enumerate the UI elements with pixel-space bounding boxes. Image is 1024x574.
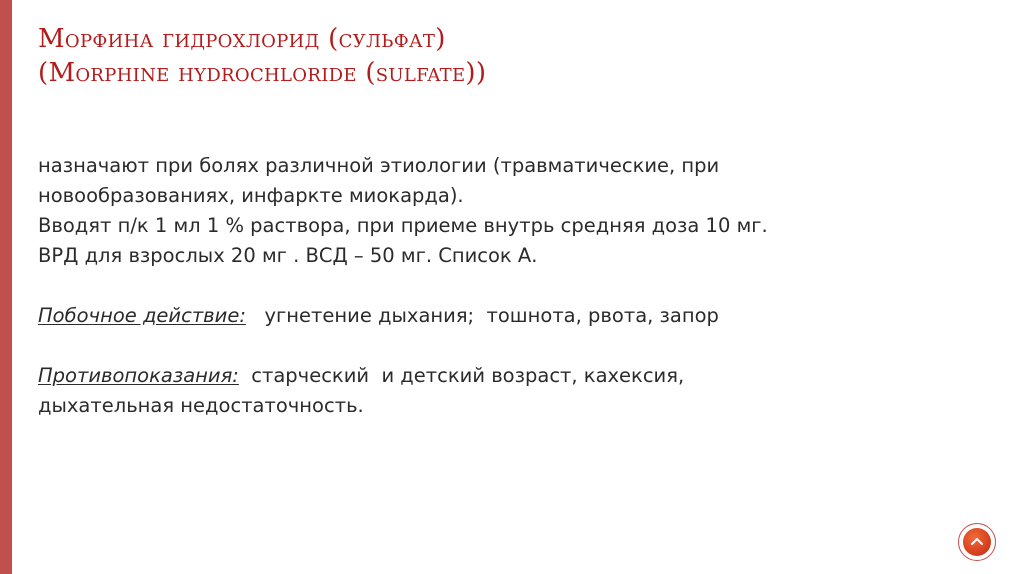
contraindications-text: старческий и детский возраст, кахексия, — [238, 364, 685, 387]
slide-body — [38, 151, 938, 421]
up-arrow-icon — [969, 534, 985, 550]
max-dose-line: ВРД для взрослых 20 мг . ВСД – 50 мг. Список А. — [38, 244, 538, 267]
indication-line-2: новообразованиях, инфаркте миокарда). — [38, 184, 464, 207]
side-effects-label: Побочное действие: — [38, 304, 246, 327]
slide-title — [38, 22, 978, 90]
dosage-line: Вводят п/к 1 мл 1 % раствора, при приеме внутрь средняя доза 10 мг. — [38, 214, 768, 237]
scroll-to-top-button[interactable] — [958, 523, 996, 561]
title-line-latin: (Morphine hydrochloride (sulfate)) — [38, 58, 487, 88]
contraindications-line-2: дыхательная недостаточность. — [38, 394, 364, 417]
side-effects-text: угнетение дыхания; тошнота, рвота, запор — [245, 304, 719, 327]
nav-button-face[interactable] — [963, 528, 991, 556]
spacer — [38, 331, 938, 361]
side-effects-paragraph — [38, 301, 938, 331]
contraindications-label: Противопоказания: — [38, 364, 239, 387]
left-accent-bar — [0, 0, 12, 574]
spacer — [38, 271, 938, 301]
title-line-russian: Морфина гидрохлорид (сульфат) — [38, 24, 446, 54]
indication-line-1: назначают при болях различной этиологии (травматические, при — [38, 154, 720, 177]
contraindications-paragraph — [38, 361, 938, 391]
